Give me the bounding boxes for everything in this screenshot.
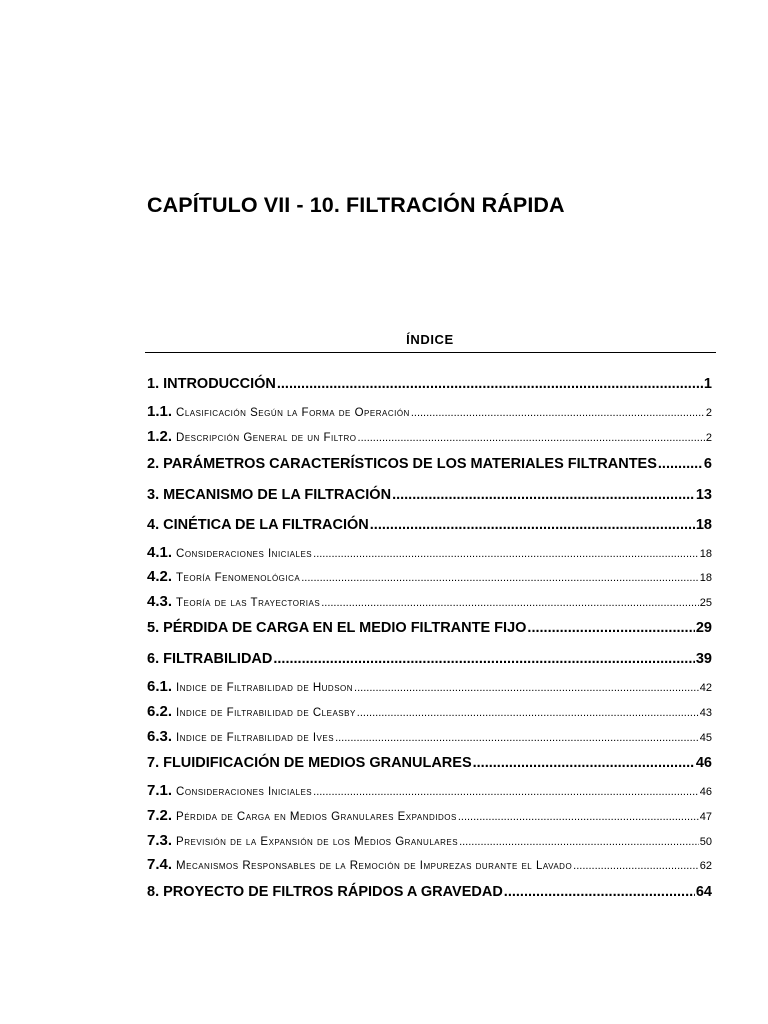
toc-number: 4.1. <box>147 544 173 561</box>
toc-page: 46 <box>699 786 712 798</box>
toc-title: FILTRABILIDAD <box>163 651 273 667</box>
toc-number: 7.3. <box>147 832 173 849</box>
toc-number: 7.2. <box>147 807 173 824</box>
toc-number: 7.4. <box>147 856 173 873</box>
toc-entry[interactable] <box>147 678 712 695</box>
toc-page: 45 <box>699 732 712 744</box>
toc-leader <box>527 620 694 636</box>
toc-title: Teoría de las Trayectorias <box>176 597 321 609</box>
toc-number: 4.3. <box>147 593 173 610</box>
toc-number: 3. <box>147 487 160 503</box>
toc-entry[interactable] <box>147 728 712 745</box>
toc-title: Indice de Filtrabilidad de Cleasby <box>176 707 356 719</box>
toc-entry[interactable] <box>147 568 712 585</box>
toc-entry[interactable] <box>147 651 712 667</box>
toc-title: FLUIDIFICACIÓN DE MEDIOS GRANULARES <box>163 755 472 771</box>
toc-page: 50 <box>699 836 712 848</box>
toc-leader <box>458 811 699 823</box>
index-heading: ÍNDICE <box>406 332 454 347</box>
toc-page: 6 <box>703 456 712 472</box>
toc-number: 1.1. <box>147 403 173 420</box>
toc-leader <box>313 786 699 798</box>
toc-leader <box>301 572 699 584</box>
toc-entry[interactable] <box>147 376 712 392</box>
toc-number: 2. <box>147 456 160 472</box>
toc-number: 1. <box>147 376 160 392</box>
toc-entry[interactable] <box>147 807 712 824</box>
toc-leader <box>354 682 699 694</box>
toc-leader <box>573 860 699 872</box>
toc-title: Consideraciones Iniciales <box>176 786 313 798</box>
toc-entry[interactable] <box>147 428 712 445</box>
toc-leader <box>321 597 699 609</box>
toc-leader <box>473 755 695 771</box>
toc-leader <box>411 407 705 419</box>
toc-number: 6.1. <box>147 678 173 695</box>
toc-page: 46 <box>695 755 712 771</box>
toc-entry[interactable] <box>147 782 712 799</box>
toc-page: 64 <box>695 884 712 900</box>
toc-title: Indice de Filtrabilidad de Hudson <box>176 682 354 694</box>
toc-leader <box>273 651 694 667</box>
toc-entry[interactable] <box>147 593 712 610</box>
toc-entry[interactable] <box>147 832 712 849</box>
toc-title: PARÁMETROS CARACTERÍSTICOS DE LOS MATERIALES FILTRANTES <box>163 456 657 472</box>
toc-leader <box>277 376 703 392</box>
toc-page: 2 <box>705 432 712 444</box>
toc-entry[interactable] <box>147 487 712 503</box>
toc-page: 42 <box>699 682 712 694</box>
chapter-title: CAPÍTULO VII - 10. FILTRACIÓN RÁPIDA <box>147 193 565 217</box>
toc-entry[interactable] <box>147 620 712 636</box>
toc-number: 4.2. <box>147 568 173 585</box>
toc-page: 29 <box>695 620 712 636</box>
toc-title: PROYECTO DE FILTROS RÁPIDOS A GRAVEDAD <box>163 884 503 900</box>
toc-entry[interactable] <box>147 884 712 900</box>
toc-title: Teoría Fenomenológica <box>176 572 301 584</box>
toc-title: Descripción General de un Filtro <box>176 432 357 444</box>
toc-leader <box>313 548 699 560</box>
toc-entry[interactable] <box>147 856 712 873</box>
toc-page: 47 <box>699 811 712 823</box>
toc-page: 43 <box>699 707 712 719</box>
toc-leader <box>658 456 703 472</box>
toc-title: CINÉTICA DE LA FILTRACIÓN <box>163 517 369 533</box>
toc-number: 6.2. <box>147 703 173 720</box>
toc-title: Indice de Filtrabilidad de Ives <box>176 732 335 744</box>
toc-title: MECANISMO DE LA FILTRACIÓN <box>163 487 392 503</box>
toc-page: 62 <box>699 860 712 872</box>
toc-title: Consideraciones Iniciales <box>176 548 313 560</box>
toc-entry[interactable] <box>147 456 712 472</box>
toc-number: 7.1. <box>147 782 173 799</box>
toc-leader <box>392 487 695 503</box>
toc-entry[interactable] <box>147 403 712 420</box>
toc-leader <box>358 432 705 444</box>
toc-number: 1.2. <box>147 428 173 445</box>
toc-entry[interactable] <box>147 517 712 533</box>
toc-entry[interactable] <box>147 755 712 771</box>
toc-title: Previsión de la Expansión de los Medios Granulares <box>176 836 459 848</box>
toc-page: 18 <box>699 548 712 560</box>
toc-number: 4. <box>147 517 160 533</box>
toc-page: 39 <box>695 651 712 667</box>
toc-title: Mecanismos Responsables de la Remoción de Impurezas durante el Lavado <box>176 860 573 872</box>
toc-page: 18 <box>699 572 712 584</box>
toc-number: 5. <box>147 620 160 636</box>
toc-leader <box>370 517 695 533</box>
toc-leader <box>504 884 695 900</box>
index-divider <box>145 352 716 353</box>
toc-entry[interactable] <box>147 703 712 720</box>
toc-title: Pérdida de Carga en Medios Granulares Expandidos <box>176 811 457 823</box>
toc-title: INTRODUCCIÓN <box>163 376 276 392</box>
toc-leader <box>357 707 699 719</box>
toc-leader <box>459 836 699 848</box>
toc-number: 6.3. <box>147 728 173 745</box>
toc-leader <box>335 732 699 744</box>
toc-page: 2 <box>705 407 712 419</box>
toc-page: 1 <box>703 376 712 392</box>
toc-number: 6. <box>147 651 160 667</box>
toc-number: 8. <box>147 884 160 900</box>
toc-page: 13 <box>695 487 712 503</box>
toc-number: 7. <box>147 755 160 771</box>
toc-entry[interactable] <box>147 544 712 561</box>
toc-title: Clasificación Según la Forma de Operación <box>176 407 410 419</box>
toc-title: PÉRDIDA DE CARGA EN EL MEDIO FILTRANTE FIJO <box>163 620 527 636</box>
toc-page: 25 <box>699 597 712 609</box>
toc-page: 18 <box>695 517 712 533</box>
